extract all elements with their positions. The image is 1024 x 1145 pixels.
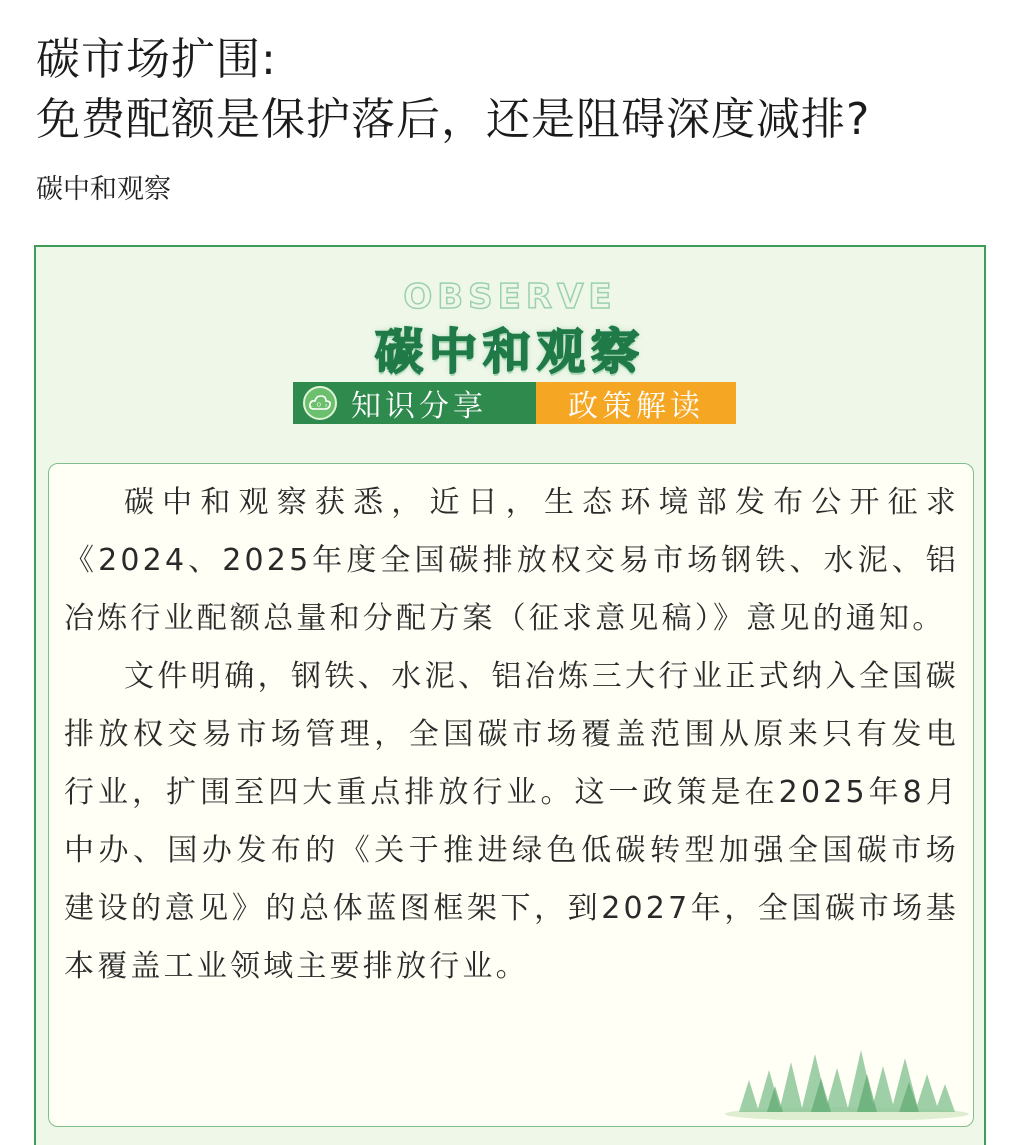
svg-text:CO₂: CO₂ (308, 402, 332, 409)
paragraph-1: 碳中和观察获悉，近日，生态环境部发布公开征求《2024、2025年度全国碳排放权交易市场钢铁、水泥、铝冶炼行业配额总量和分配方案（征求意见稿）》意见的通知。 (64, 485, 959, 636)
banner (36, 267, 984, 427)
article-card (34, 245, 986, 1145)
article-headline (36, 30, 1006, 150)
tag-policy-label: 政策解读 (568, 389, 704, 424)
tag-knowledge-label: 知识分享 (351, 389, 487, 424)
paragraph-2: 文件明确，钢铁、水泥、铝冶炼三大行业正式纳入全国碳排放权交易市场管理，全国碳市场覆盖范围从原来只有发电行业，扩围至四大重点排放行业。这一政策是在2025年8月中办、国办发布的《关于推进绿色低碳转型加强全国碳市场建设的意见》的总体蓝图框架下，到2027年，全国碳市场基本覆盖工业领域主要排放行业。 (64, 659, 959, 984)
banner-tags (293, 382, 736, 424)
article-body (48, 463, 974, 1127)
tag-policy (536, 382, 736, 424)
tag-knowledge (293, 382, 536, 424)
forest-illustration (719, 1040, 969, 1120)
headline-line-2: 免费配额是保护落后，还是阻碍深度减排? (36, 94, 871, 145)
banner-title: 碳中和观察 (374, 324, 645, 380)
headline-line-1: 碳市场扩围: (36, 34, 277, 85)
co2-cloud-icon (303, 386, 337, 420)
banner-watermark: OBSERVE (403, 277, 617, 311)
source-label: 碳中和观察 (36, 174, 171, 205)
